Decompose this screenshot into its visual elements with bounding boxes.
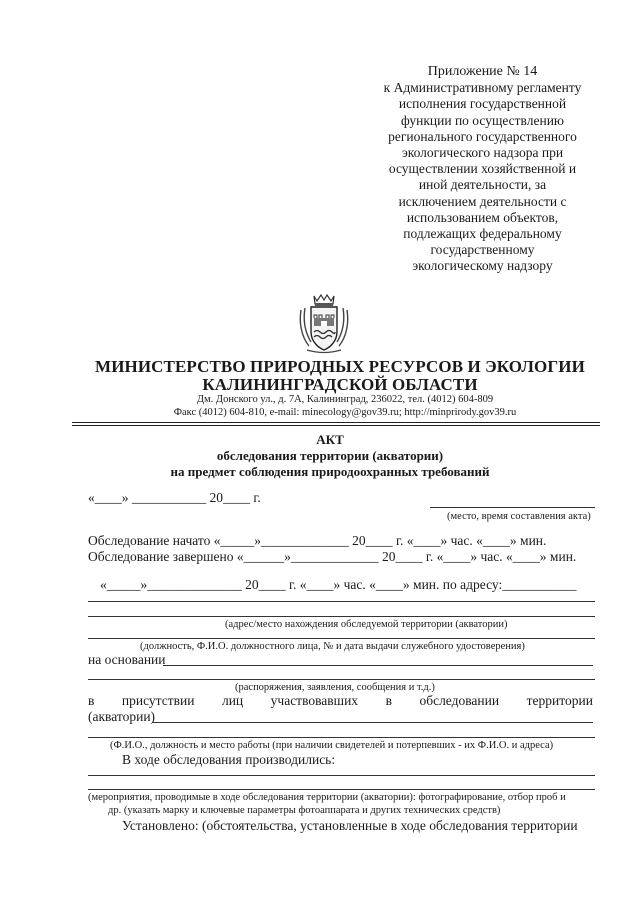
appendix-line: исключением деятельности с [398, 193, 567, 209]
basis-label: на основании [88, 652, 166, 667]
presence-word: территории [526, 693, 593, 708]
act-title: АКТ [316, 432, 344, 447]
ministry-name: МИНИСТЕРСТВО ПРИРОДНЫХ РЕСУРСОВ И ЭКОЛОГИИ [95, 357, 585, 376]
basis-fill-line[interactable] [88, 679, 595, 680]
measures-fill-line[interactable] [88, 775, 595, 776]
header-divider [72, 422, 600, 423]
basis-fill-line[interactable] [163, 665, 593, 666]
ministry-heading [90, 358, 590, 394]
act-subtitle: на предмет соблюдения природоохранных требований [170, 464, 490, 479]
appendix-block [360, 64, 605, 275]
act-subtitle: обследования территории (акватории) [216, 448, 444, 463]
act-title-block [120, 432, 540, 480]
persons-fill-line[interactable] [152, 722, 593, 723]
appendix-line: регионального государственного [388, 128, 577, 144]
coat-of-arms-icon [297, 292, 351, 354]
address-fill-line[interactable] [88, 616, 595, 617]
ministry-address: Дм. Донского ул., д. 7А, Калининград, 236022, тел. (4012) 604-809 [196, 394, 494, 405]
appendix-line: государственному [430, 242, 535, 258]
presence-word: присутствии [121, 693, 195, 708]
ministry-contacts [150, 394, 540, 419]
basis-caption: (распоряжения, заявления, сообщения и т.д.) [235, 682, 435, 693]
act-date-field[interactable]: «____» ___________ 20____ г. [88, 490, 261, 505]
appendix-line: подлежащих федеральному [403, 226, 562, 242]
appendix-line: экологического надзора при [401, 145, 564, 161]
address-fill-line[interactable] [88, 601, 595, 602]
official-caption: (должность, Ф.И.О. должностного лица, № и дата выдачи служебного удостоверения) [140, 641, 525, 652]
presence-word: лиц [221, 693, 244, 708]
place-time-field[interactable] [430, 507, 595, 508]
appendix-line: исполнения государственной [398, 96, 567, 112]
persons-caption: (Ф.И.О., должность и место работы (при наличии свидетелей и потерпевших - их Ф.И.О. и адреса) [110, 740, 554, 751]
ministry-region: КАЛИНИНГРАДСКОЙ ОБЛАСТИ [202, 375, 478, 394]
measures-caption: (мероприятия, проводимые в ходе обследования территории (акватории): фотографирование, отбор проб и [88, 792, 566, 803]
appendix-line: иной деятельности, за [418, 177, 547, 193]
appendix-line: осуществлении хозяйственной и [388, 161, 577, 177]
presence-word: обследовании [419, 693, 500, 708]
address-caption: (адрес/место нахождения обследуемой территории (акватории) [225, 619, 508, 630]
inspection-address-field[interactable]: «_____»______________ 20____ г. «____» час. «____» мин. по адресу:___________ [100, 577, 577, 592]
appendix-heading: Приложение № 14 [427, 64, 538, 79]
appendix-line: функции по осуществлению [400, 112, 565, 128]
inspection-end-field[interactable]: Обследование завершено «______»_____________ 20____ г. «____» час. «____» мин. [88, 549, 577, 564]
presence-word: в [385, 693, 392, 708]
measures-fill-line[interactable] [88, 789, 595, 790]
appendix-line: экологическому надзору [412, 258, 553, 274]
persons-fill-line[interactable] [88, 737, 595, 738]
presence-continuation: (акватории) [88, 709, 156, 724]
presence-word: участвовавших [270, 693, 359, 708]
established-label: Установлено: (обстоятельства, установленные в ходе обследования территории [122, 818, 578, 833]
measures-caption: др. (указать марку и ключевые параметры фотоаппарата и других технических средств) [108, 805, 501, 816]
inspection-start-field[interactable]: Обследование начато «_____»_____________ 20____ г. «____» час. «____» мин. [88, 533, 547, 548]
appendix-line: к Административному регламенту [383, 80, 582, 96]
ministry-phone-email: Факс (4012) 604-810, e-mail: minecology@gov39.ru; http://minprirody.gov39.ru [173, 406, 517, 418]
presence-line [88, 693, 593, 709]
during-inspection-label: В ходе обследования производились: [122, 752, 336, 767]
appendix-line: использованием объектов, [406, 209, 559, 225]
presence-word: в [88, 693, 95, 708]
official-fill-line[interactable] [88, 638, 595, 639]
header-divider [72, 425, 600, 426]
place-time-caption: (место, время составления акта) [447, 511, 591, 522]
